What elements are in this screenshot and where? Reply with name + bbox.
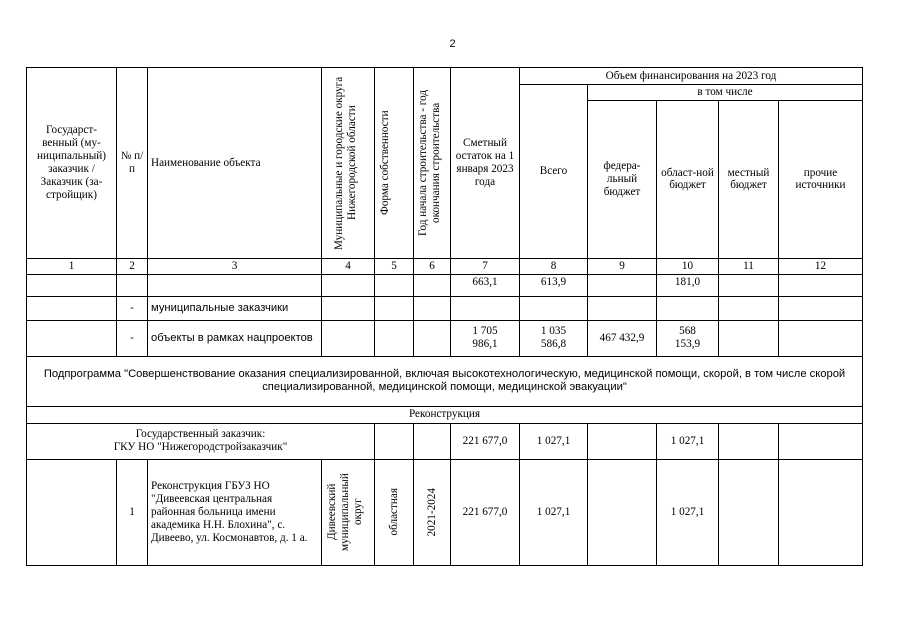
header-federal: федера-льный бюджет bbox=[588, 100, 657, 258]
col-number: 7 bbox=[451, 258, 520, 274]
header-years-cell bbox=[414, 68, 451, 259]
col-number: 1 bbox=[27, 258, 117, 274]
object-ownership: областная bbox=[387, 488, 400, 536]
section-row bbox=[27, 406, 863, 423]
header-local: местный бюджет bbox=[719, 100, 779, 258]
object-ownership-cell bbox=[375, 459, 414, 565]
subprogram-title: Подпрограмма "Совершенствование оказания специализированной, включая высокотехнологическую, медицинской помощи, скорой, в том числе скорой специализированной, медицинской помощи, медицинской эвакуации" bbox=[27, 356, 863, 406]
col-number: 12 bbox=[779, 258, 863, 274]
object-row bbox=[27, 459, 863, 565]
object-number: 1 bbox=[117, 459, 148, 565]
col-number: 3 bbox=[148, 258, 322, 274]
total-value: 1 035 586,8 bbox=[520, 320, 588, 356]
regional-value: 1 027,1 bbox=[657, 423, 719, 459]
col-number: 9 bbox=[588, 258, 657, 274]
header-number: № п/п bbox=[117, 68, 148, 259]
regional-value: 181,0 bbox=[657, 274, 719, 296]
col-number: 8 bbox=[520, 258, 588, 274]
header-ownership: Форма собственности bbox=[379, 110, 391, 216]
estimate-value: 663,1 bbox=[451, 274, 520, 296]
page-number: 2 bbox=[449, 38, 456, 50]
col-number: 6 bbox=[414, 258, 451, 274]
header-object-name: Наименование объекта bbox=[148, 68, 322, 259]
regional-value: 568 153,9 bbox=[657, 320, 719, 356]
header-ownership-cell bbox=[375, 68, 414, 259]
object-years: 2021-2024 bbox=[425, 488, 438, 537]
column-numbers-row bbox=[27, 258, 863, 274]
table-row bbox=[27, 320, 863, 356]
col-number: 10 bbox=[657, 258, 719, 274]
header-total: Всего bbox=[520, 85, 588, 259]
col-number: 4 bbox=[322, 258, 375, 274]
col-number: 11 bbox=[719, 258, 779, 274]
col-number: 5 bbox=[375, 258, 414, 274]
estimate-value: 221 677,0 bbox=[451, 423, 520, 459]
federal-value: 467 432,9 bbox=[588, 320, 657, 356]
object-name: Реконструкция ГБУЗ НО "Дивеевская центральная районная больница имени академика Н.Н. Блохина", с. Дивеево, ул. Космонавтов, д. 1 а. bbox=[148, 459, 322, 565]
section-title: Реконструкция bbox=[27, 406, 863, 423]
estimate-value: 1 705 986,1 bbox=[451, 320, 520, 356]
row-dash: - bbox=[117, 296, 148, 320]
col-number: 2 bbox=[117, 258, 148, 274]
header-customer: Государст-венный (му-ниципальный) заказчик / Заказчик (за-стройщик) bbox=[27, 68, 117, 259]
total-value: 1 027,1 bbox=[520, 459, 588, 565]
total-value: 1 027,1 bbox=[520, 423, 588, 459]
table-row bbox=[27, 274, 863, 296]
total-value: 613,9 bbox=[520, 274, 588, 296]
customer-name: Государственный заказчик: ГКУ НО "Нижегородстройзаказчик" bbox=[27, 423, 375, 459]
header-years: Год начала строительства - год окончания строительства bbox=[417, 89, 442, 236]
object-district: Дивеевский муниципальный округ bbox=[326, 473, 364, 552]
customer-row bbox=[27, 423, 863, 459]
header-row-1 bbox=[27, 68, 863, 85]
object-years-cell bbox=[414, 459, 451, 565]
header-other: прочие источники bbox=[779, 100, 863, 258]
regional-value: 1 027,1 bbox=[657, 459, 719, 565]
estimate-value: 221 677,0 bbox=[451, 459, 520, 565]
object-district-cell bbox=[322, 459, 375, 565]
header-regional: област-ной бюджет bbox=[657, 100, 719, 258]
row-label: объекты в рамках нацпроектов bbox=[148, 320, 322, 356]
header-district: Муниципальные и городские округа Нижегородской области bbox=[333, 76, 358, 250]
table-row bbox=[27, 296, 863, 320]
header-funding: Объем финансирования на 2023 год bbox=[520, 68, 863, 85]
subprogram-row bbox=[27, 356, 863, 406]
row-label: муниципальные заказчики bbox=[148, 296, 322, 320]
header-estimate: Сметный остаток на 1 января 2023 года bbox=[451, 68, 520, 259]
financing-table bbox=[26, 67, 863, 566]
header-including: в том числе bbox=[588, 85, 863, 101]
row-dash: - bbox=[117, 320, 148, 356]
header-district-cell bbox=[322, 68, 375, 259]
